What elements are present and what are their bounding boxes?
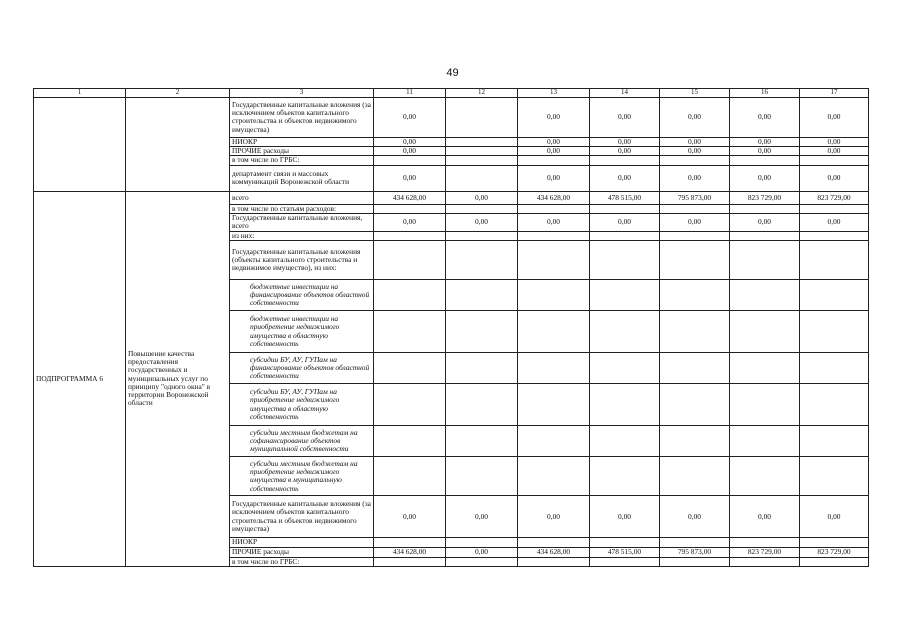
expense-item-label: субсидии местным бюджетам на софинансирование объектов муниципальной собственности: [230, 426, 374, 457]
value-cell: [590, 538, 660, 547]
value-cell: 0,00: [374, 97, 446, 137]
value-cell: 0,00: [518, 97, 590, 137]
value-cell: 0,00: [590, 496, 660, 538]
value-cell: [518, 241, 590, 280]
value-cell: [446, 156, 518, 165]
value-cell: [730, 384, 800, 426]
value-cell: 0,00: [660, 213, 730, 231]
expense-item-label: в том числе по ГРБС:: [230, 156, 374, 165]
header-cell: 11: [374, 89, 446, 98]
value-cell: 0,00: [660, 147, 730, 156]
subprogram-name: Повышение качества предоставления государственных и муниципальных услуг по принципу "одного окна" в территории Воронежской области: [126, 191, 230, 566]
value-cell: 0,00: [800, 97, 869, 137]
value-cell: [374, 557, 446, 566]
expense-item-label: Государственные капитальные вложения (за исключением объектов капитального строительства и объектов недвижимого имущества): [230, 97, 374, 137]
value-cell: [660, 156, 730, 165]
value-cell: [800, 156, 869, 165]
value-cell: 0,00: [446, 213, 518, 231]
value-cell: [590, 280, 660, 311]
value-cell: [800, 384, 869, 426]
value-cell: 0,00: [446, 191, 518, 204]
expense-item-label: департамент связи и массовых коммуникаций Воронежской области: [230, 165, 374, 191]
expense-item-label: бюджетные инвестиции на финансирование объектов областной собственности: [230, 280, 374, 311]
value-cell: [446, 311, 518, 353]
value-cell: [660, 231, 730, 240]
value-cell: [660, 204, 730, 213]
value-cell: 0,00: [730, 147, 800, 156]
value-cell: [446, 280, 518, 311]
value-cell: [518, 457, 590, 496]
value-cell: [730, 457, 800, 496]
header-cell: 3: [230, 89, 374, 98]
value-cell: [660, 457, 730, 496]
expense-item-label: субсидии БУ, АУ, ГУПам на финансирование объектов областной собственности: [230, 353, 374, 384]
page-number: 49: [446, 67, 459, 79]
value-cell: [800, 311, 869, 353]
expense-item-label: ПРОЧИЕ расходы: [230, 547, 374, 557]
table-body: [34, 89, 869, 567]
value-cell: [730, 241, 800, 280]
value-cell: [590, 353, 660, 384]
value-cell: [660, 557, 730, 566]
value-cell: 823 729,00: [730, 191, 800, 204]
value-cell: [730, 280, 800, 311]
expense-item-label: НИОКР: [230, 538, 374, 547]
value-cell: [518, 557, 590, 566]
value-cell: [446, 147, 518, 156]
value-cell: [660, 384, 730, 426]
value-cell: 0,00: [660, 496, 730, 538]
value-cell: [374, 384, 446, 426]
expense-item-label: Государственные капитальные вложения, всего: [230, 213, 374, 231]
value-cell: [518, 311, 590, 353]
expense-item-label: Государственные капитальные вложения (объекты капитального строительства и недвижимое имущество), из них:: [230, 241, 374, 280]
value-cell: [800, 280, 869, 311]
value-cell: [730, 204, 800, 213]
value-cell: 0,00: [800, 165, 869, 191]
value-cell: [730, 426, 800, 457]
value-cell: 823 729,00: [800, 191, 869, 204]
value-cell: [374, 280, 446, 311]
value-cell: 478 515,00: [590, 547, 660, 557]
value-cell: 0,00: [800, 496, 869, 538]
value-cell: 0,00: [590, 213, 660, 231]
value-cell: [446, 353, 518, 384]
value-cell: [660, 353, 730, 384]
value-cell: [730, 156, 800, 165]
value-cell: [590, 557, 660, 566]
value-cell: [800, 204, 869, 213]
header-cell: 1: [34, 89, 126, 98]
value-cell: 0,00: [518, 213, 590, 231]
value-cell: [800, 241, 869, 280]
value-cell: 0,00: [374, 165, 446, 191]
value-cell: 434 628,00: [374, 547, 446, 557]
value-cell: [518, 156, 590, 165]
header-cell: 12: [446, 89, 518, 98]
value-cell: 0,00: [590, 137, 660, 146]
value-cell: 0,00: [800, 213, 869, 231]
header-cell: 15: [660, 89, 730, 98]
value-cell: [590, 457, 660, 496]
value-cell: 823 729,00: [800, 547, 869, 557]
value-cell: [446, 204, 518, 213]
value-cell: [446, 426, 518, 457]
header-row: [34, 89, 869, 98]
value-cell: 0,00: [590, 147, 660, 156]
value-cell: 0,00: [590, 165, 660, 191]
value-cell: [446, 538, 518, 547]
value-cell: [374, 353, 446, 384]
table-row: [34, 191, 869, 204]
value-cell: 0,00: [374, 137, 446, 146]
value-cell: [518, 426, 590, 457]
value-cell: [730, 231, 800, 240]
value-cell: [374, 231, 446, 240]
value-cell: [660, 311, 730, 353]
value-cell: 795 873,00: [660, 191, 730, 204]
value-cell: 0,00: [374, 213, 446, 231]
value-cell: 0,00: [800, 147, 869, 156]
value-cell: [446, 241, 518, 280]
value-cell: 0,00: [446, 496, 518, 538]
expense-item-label: ПРОЧИЕ расходы: [230, 147, 374, 156]
value-cell: [374, 426, 446, 457]
value-cell: 0,00: [660, 165, 730, 191]
value-cell: 434 628,00: [518, 547, 590, 557]
value-cell: [446, 384, 518, 426]
value-cell: 478 515,00: [590, 191, 660, 204]
expense-item-label: НИОКР: [230, 137, 374, 146]
value-cell: 0,00: [660, 97, 730, 137]
value-cell: 0,00: [374, 147, 446, 156]
value-cell: [730, 538, 800, 547]
program-name-cell: [126, 97, 230, 191]
expense-item-label: всего: [230, 191, 374, 204]
budget-table: [33, 88, 869, 567]
header-cell: 13: [518, 89, 590, 98]
value-cell: [590, 426, 660, 457]
value-cell: 0,00: [518, 496, 590, 538]
value-cell: [590, 241, 660, 280]
value-cell: [730, 311, 800, 353]
value-cell: [590, 384, 660, 426]
value-cell: [518, 280, 590, 311]
value-cell: [446, 165, 518, 191]
value-cell: [800, 557, 869, 566]
value-cell: 823 729,00: [730, 547, 800, 557]
value-cell: [374, 538, 446, 547]
value-cell: [590, 204, 660, 213]
header-cell: 16: [730, 89, 800, 98]
value-cell: [660, 426, 730, 457]
table-row: [34, 97, 869, 137]
value-cell: [446, 97, 518, 137]
expense-item-label: субсидии БУ, АУ, ГУПам на приобретение недвижимого имущества в областную собственность: [230, 384, 374, 426]
value-cell: [800, 457, 869, 496]
value-cell: [374, 311, 446, 353]
value-cell: [374, 156, 446, 165]
value-cell: 0,00: [590, 97, 660, 137]
expense-item-label: бюджетные инвестиции на приобретение недвижимого имущества в областную собственность: [230, 311, 374, 353]
value-cell: [660, 538, 730, 547]
value-cell: 0,00: [518, 165, 590, 191]
value-cell: 0,00: [730, 137, 800, 146]
value-cell: [660, 280, 730, 311]
expense-item-label: субсидии местным бюджетам на приобретение недвижимого имущества в муниципальную собственность: [230, 457, 374, 496]
value-cell: [518, 384, 590, 426]
value-cell: [800, 426, 869, 457]
value-cell: 434 628,00: [518, 191, 590, 204]
value-cell: 0,00: [730, 97, 800, 137]
header-cell: 2: [126, 89, 230, 98]
value-cell: [518, 231, 590, 240]
value-cell: [518, 353, 590, 384]
value-cell: 0,00: [518, 137, 590, 146]
program-code-cell: [34, 97, 126, 191]
value-cell: 434 628,00: [374, 191, 446, 204]
value-cell: 0,00: [800, 137, 869, 146]
value-cell: [590, 156, 660, 165]
value-cell: [374, 457, 446, 496]
value-cell: 0,00: [730, 213, 800, 231]
value-cell: 0,00: [518, 147, 590, 156]
value-cell: [590, 311, 660, 353]
value-cell: 0,00: [374, 496, 446, 538]
value-cell: [374, 204, 446, 213]
subprogram-code: ПОДПРОГРАММА 6: [34, 191, 126, 566]
expense-item-label: из них:: [230, 231, 374, 240]
value-cell: [800, 353, 869, 384]
header-cell: 17: [800, 89, 869, 98]
value-cell: [590, 231, 660, 240]
header-cell: 14: [590, 89, 660, 98]
value-cell: [446, 137, 518, 146]
value-cell: [730, 353, 800, 384]
expense-item-label: Государственные капитальные вложения (за исключением объектов капитального строительства и объектов недвижимого имущества): [230, 496, 374, 538]
value-cell: [800, 231, 869, 240]
value-cell: [446, 457, 518, 496]
expense-item-label: в том числе по ГРБС:: [230, 557, 374, 566]
value-cell: [800, 538, 869, 547]
value-cell: 0,00: [730, 165, 800, 191]
value-cell: [518, 204, 590, 213]
value-cell: 0,00: [660, 137, 730, 146]
value-cell: 795 873,00: [660, 547, 730, 557]
value-cell: 0,00: [730, 496, 800, 538]
value-cell: [730, 557, 800, 566]
expense-item-label: в том числе по статьям расходов:: [230, 204, 374, 213]
value-cell: [446, 231, 518, 240]
value-cell: [518, 538, 590, 547]
value-cell: [660, 241, 730, 280]
value-cell: [374, 241, 446, 280]
value-cell: [446, 557, 518, 566]
value-cell: 0,00: [446, 547, 518, 557]
